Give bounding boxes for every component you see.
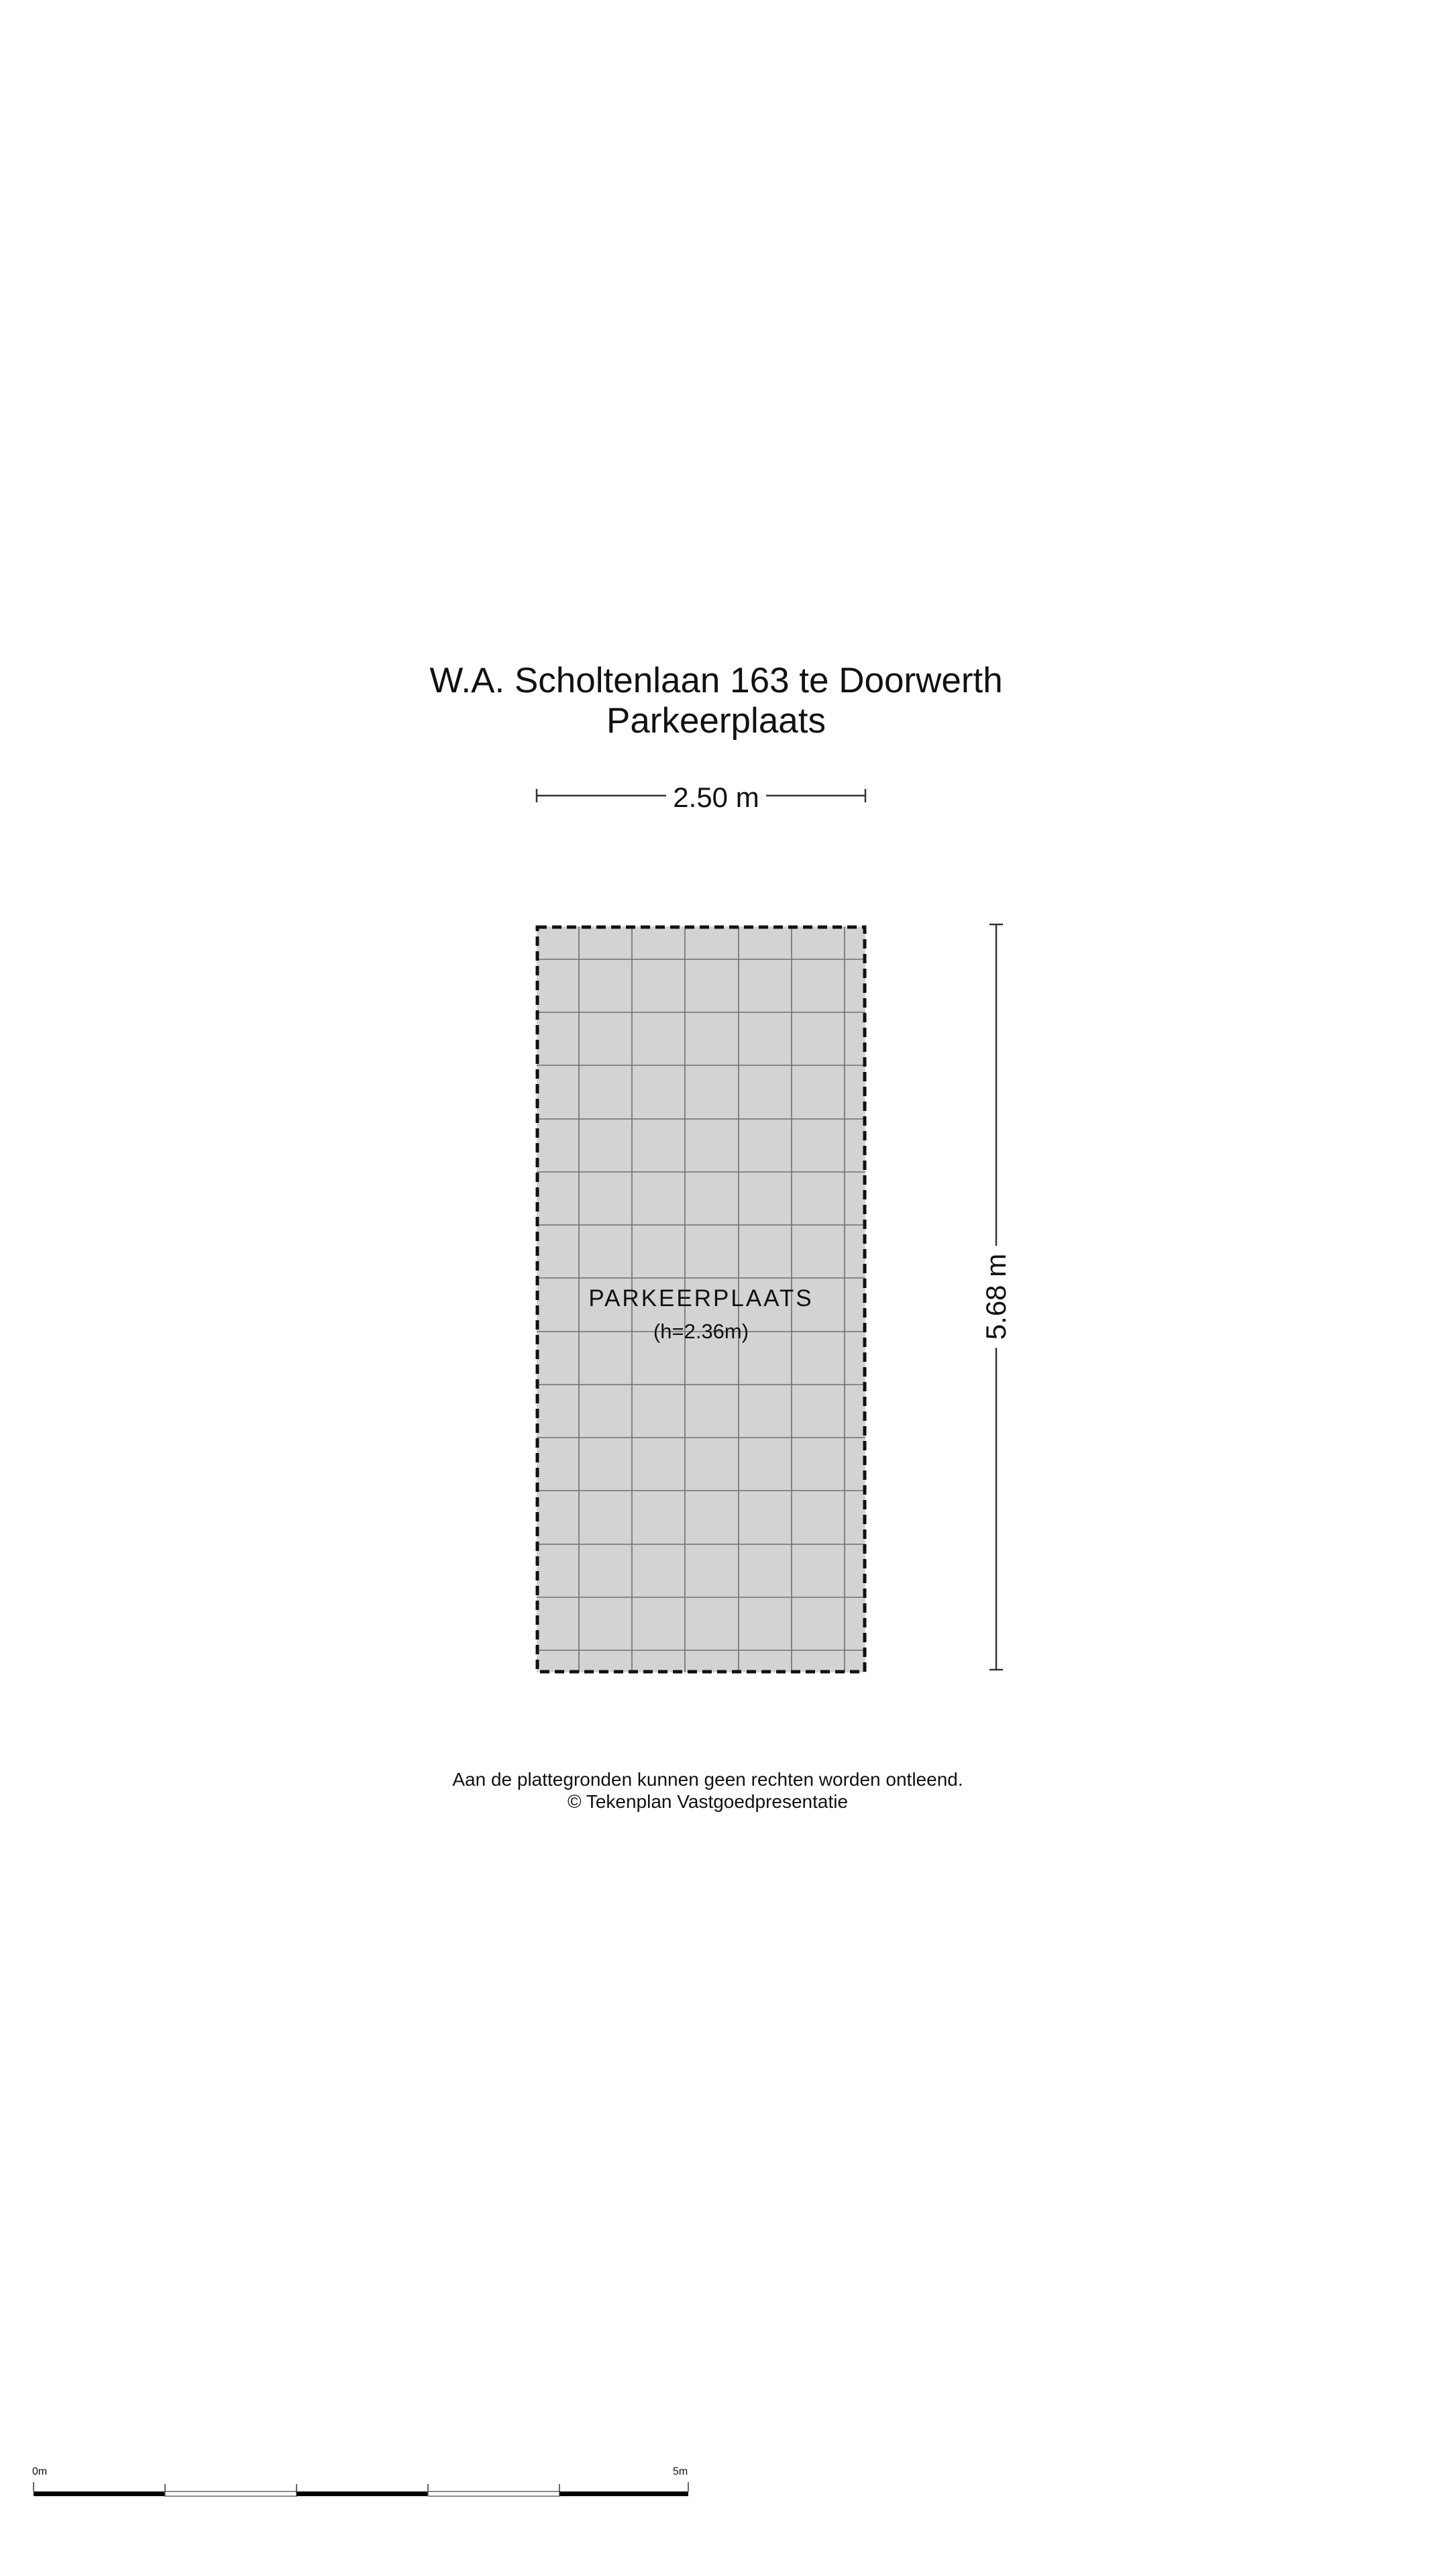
room-height-label: (h=2.36m) [653, 1320, 749, 1343]
floor-title: Parkeerplaats [606, 701, 826, 741]
scale-bar [34, 2482, 688, 2496]
width-dimension-label [0, 782, 1432, 814]
height-dimension-value: 5.68 m [980, 1246, 1012, 1348]
scale-bar-end-label: 5m [673, 2466, 688, 2477]
room-name-label: PARKEERPLAATS [588, 1285, 814, 1311]
address-title: W.A. Scholtenlaan 163 te Doorwerth [429, 661, 1003, 700]
copyright-text: © Tekenplan Vastgoedpresentatie [567, 1791, 849, 1812]
width-dimension-value: 2.50 m [666, 782, 765, 813]
disclaimer-text: Aan de plattegronden kunnen geen rechten worden ontleend. [452, 1769, 963, 1790]
scale-bar-start-label: 0m [32, 2466, 48, 2477]
